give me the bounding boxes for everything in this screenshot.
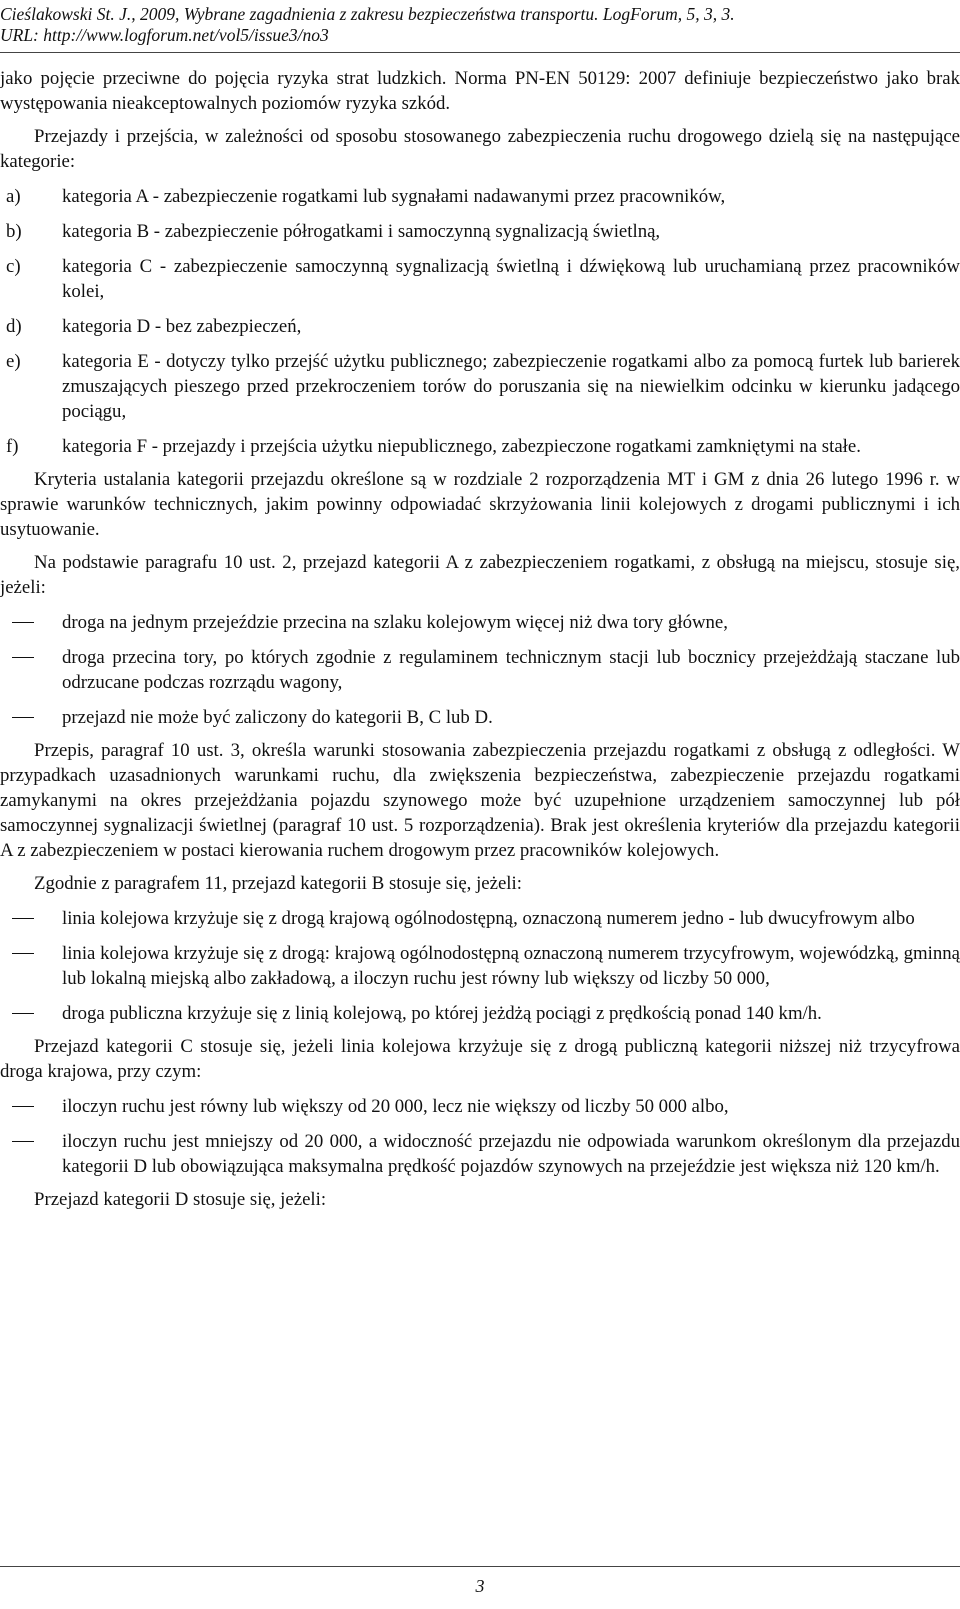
list-item bbox=[0, 219, 960, 244]
dash-bullet-icon bbox=[12, 1013, 34, 1014]
dash-bullet-icon bbox=[12, 918, 34, 919]
list-text: linia kolejowa krzyżuje się z drogą: krajową ogólnodostępną oznaczoną numerem trzycyfrowym, wojewódzką, gminną lub lokalną miejską albo zakładową, a iloczyn ruchu jest równy lub większy od liczby 50 000, bbox=[62, 943, 960, 989]
paragraph: Przejazd kategorii C stosuje się, jeżeli linia kolejowa krzyżuje się z drogą publiczną kategorii niższej niż trzycyfrowa droga krajowa, przy czym: bbox=[0, 1036, 960, 1082]
list-item bbox=[0, 906, 960, 931]
list-item bbox=[0, 1094, 960, 1119]
list-text: kategoria E - dotyczy tylko przejść użytku publicznego; zabezpieczenie rogatkami albo za pomocą furtek lub barierek zmuszających pieszego przed przekroczeniem torów do poruszania się na niewielkim odcinku w kierunku jadącego pociągu, bbox=[62, 351, 960, 422]
category-a-conditions-list bbox=[0, 610, 960, 730]
list-item bbox=[0, 645, 960, 695]
dash-bullet-icon bbox=[12, 1106, 34, 1107]
list-text: kategoria A - zabezpieczenie rogatkami lub sygnałami nadawanymi przez pracowników, bbox=[62, 186, 726, 207]
list-text: droga przecina tory, po których zgodnie z regulaminem technicznym stacji lub bocznicy przejeżdżają staczane lub odrzucane podczas rozrządu wagony, bbox=[62, 647, 960, 693]
header-rule bbox=[0, 52, 960, 53]
running-header bbox=[0, 4, 960, 46]
list-text: przejazd nie może być zaliczony do kategorii B, C lub D. bbox=[62, 707, 493, 728]
list-text: droga na jednym przejeździe przecina na szlaku kolejowym więcej niż dwa tory główne, bbox=[62, 612, 728, 633]
list-label: f) bbox=[6, 436, 19, 457]
list-item bbox=[0, 349, 960, 424]
list-label: b) bbox=[6, 221, 22, 242]
footer-rule bbox=[0, 1566, 960, 1567]
list-text: kategoria D - bez zabezpieczeń, bbox=[62, 316, 302, 337]
dash-bullet-icon bbox=[12, 717, 34, 718]
paragraph: Przepis, paragraf 10 ust. 3, określa warunki stosowania zabezpieczenia przejazdu rogatkami z obsługą z odległości. W przypadkach uzasadnionych warunkami ruchu, dla zwiększenia bezpieczeństwa, zabezpieczenie przejazdu rogatkami zamykanymi na okres przejeżdżania pojazdu szynowego może być uzupełnione urządzeniem samoczynnej lub pół samoczynnej sygnalizacji świetlnej (paragraf 10 ust. 5 rozporządzenia). Brak jest określenia kryteriów dla przejazdu kategorii A z zabezpieczeniem w postaci kierowania ruchem drogowym przez pracowników kolejowych. bbox=[0, 740, 960, 861]
paragraph: Przejazd kategorii D stosuje się, jeżeli: bbox=[34, 1189, 327, 1210]
header-citation: Cieślakowski St. J., 2009, Wybrane zagadnienia z zakresu bezpieczeństwa transportu. LogForum, 5, 3, 3. bbox=[0, 4, 735, 24]
list-item bbox=[0, 941, 960, 991]
page-number: 3 bbox=[475, 1576, 485, 1596]
paragraph: jako pojęcie przeciwne do pojęcia ryzyka strat ludzkich. Norma PN-EN 50129: 2007 definiuje bezpieczeństwo jako brak występowania nieakceptowalnych poziomów ryzyka szkód. bbox=[0, 68, 960, 114]
category-b-conditions-list bbox=[0, 906, 960, 1026]
list-item bbox=[0, 1001, 960, 1026]
dash-bullet-icon bbox=[12, 953, 34, 954]
list-text: kategoria C - zabezpieczenie samoczynną sygnalizacją świetlną i dźwiękową lub uruchamianą przez pracowników kolei, bbox=[62, 256, 960, 302]
list-label: a) bbox=[6, 186, 21, 207]
paragraph: Przejazdy i przejścia, w zależności od sposobu stosowanego zabezpieczenia ruchu drogowego dzielą się na następujące kategorie: bbox=[0, 126, 960, 172]
list-item bbox=[0, 434, 960, 459]
page-footer bbox=[0, 1576, 960, 1597]
list-text: iloczyn ruchu jest mniejszy od 20 000, a widoczność przejazdu nie odpowiada warunkom określonym dla przejazdu kategorii D lub obowiązująca maksymalna prędkość pojazdów szynowych na przejeździe jest większa niż 120 km/h. bbox=[62, 1131, 960, 1177]
dash-bullet-icon bbox=[12, 622, 34, 623]
list-label: c) bbox=[6, 256, 21, 277]
dash-bullet-icon bbox=[12, 657, 34, 658]
body-text bbox=[0, 66, 960, 1212]
list-text: kategoria F - przejazdy i przejścia użytku niepublicznego, zabezpieczone rogatkami zamkniętymi na stałe. bbox=[62, 436, 861, 457]
paragraph: Zgodnie z paragrafem 11, przejazd kategorii B stosuje się, jeżeli: bbox=[34, 873, 522, 894]
header-url[interactable]: URL: http://www.logforum.net/vol5/issue3/no3 bbox=[0, 25, 329, 45]
list-text: linia kolejowa krzyżuje się z drogą krajową ogólnodostępną, oznaczoną numerem jedno - lub dwucyfrowym albo bbox=[62, 908, 915, 929]
list-label: d) bbox=[6, 316, 22, 337]
list-item bbox=[0, 254, 960, 304]
list-label: e) bbox=[6, 351, 21, 372]
list-item bbox=[0, 1129, 960, 1179]
list-item bbox=[0, 314, 960, 339]
paragraph: Kryteria ustalania kategorii przejazdu określone są w rozdziale 2 rozporządzenia MT i GM z dnia 26 lutego 1996 r. w sprawie warunków technicznych, jakim powinny odpowiadać skrzyżowania linii kolejowych z drogami publicznymi i ich usytuowanie. bbox=[0, 469, 960, 540]
dash-bullet-icon bbox=[12, 1141, 34, 1142]
list-text: iloczyn ruchu jest równy lub większy od 20 000, lecz nie większy od liczby 50 000 albo, bbox=[62, 1096, 729, 1117]
list-item bbox=[0, 610, 960, 635]
list-text: droga publiczna krzyżuje się z linią kolejową, po której jeżdżą pociągi z prędkością ponad 140 km/h. bbox=[62, 1003, 822, 1024]
list-text: kategoria B - zabezpieczenie półrogatkami i samoczynną sygnalizacją świetlną, bbox=[62, 221, 661, 242]
list-item bbox=[0, 184, 960, 209]
paragraph: Na podstawie paragrafu 10 ust. 2, przejazd kategorii A z zabezpieczeniem rogatkami, z obsługą na miejscu, stosuje się, jeżeli: bbox=[0, 552, 960, 598]
category-c-conditions-list bbox=[0, 1094, 960, 1179]
list-item bbox=[0, 705, 960, 730]
category-list bbox=[0, 184, 960, 459]
